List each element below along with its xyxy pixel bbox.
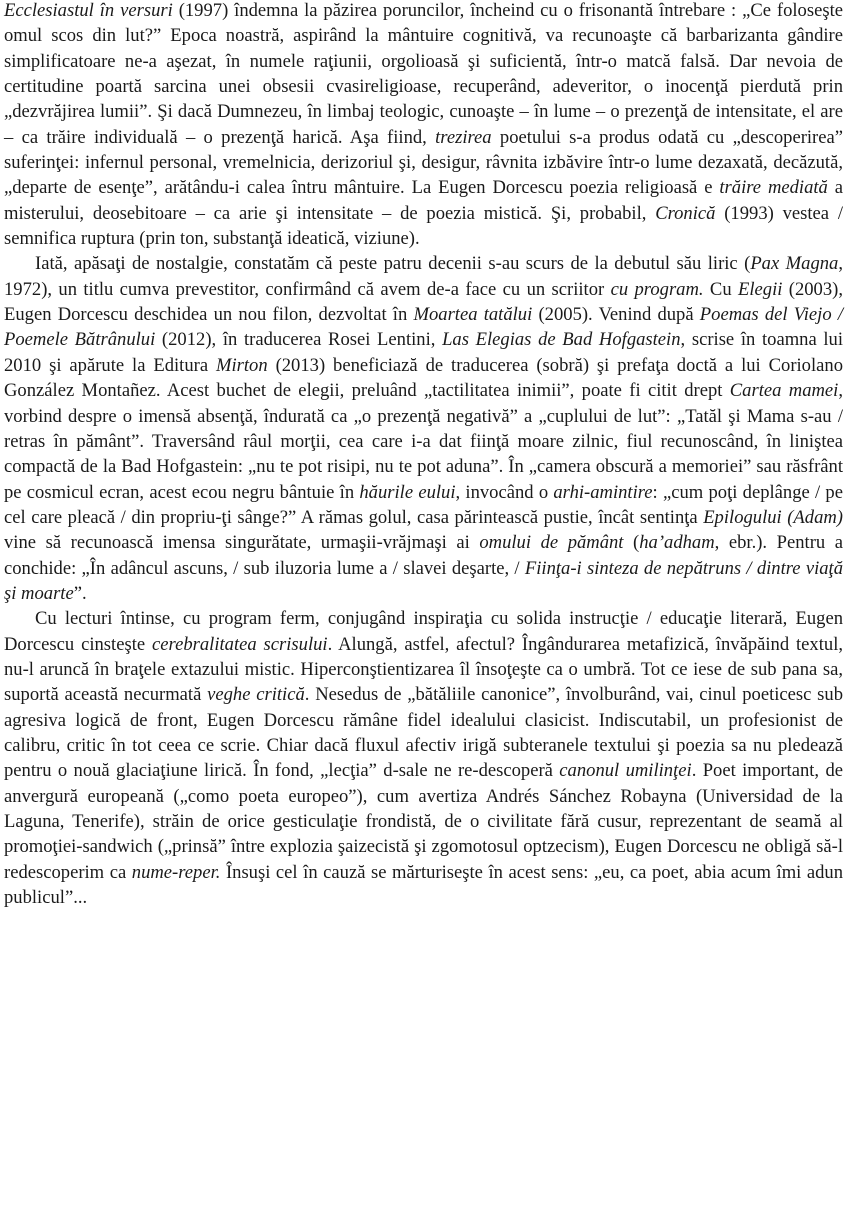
italic-run: Mirton: [216, 354, 268, 376]
italic-run: Ecclesiastul în versuri: [4, 0, 173, 21]
text-run: . Poet important, de anvergură europeană („como poeta europeo”), cum avertiza Andrés Sánchez Robayna (Universidad de la Laguna, Tenerife), străin de orice gesticulaţie frondistă, de o civilitate fără cusur, reprezentant de seamă al promoţiei-sandwich („prinsă” între explozia şaizecistă şi zgomotosul optzecism), Eugen Dorcescu ne obligă să-l redescoperim ca: [4, 760, 843, 883]
text-run: a misterului, deosebitoare – ca arie şi intensitate – de poezia mistică. Şi, probabil,: [4, 177, 844, 224]
italic-run: veghe critică: [207, 684, 305, 706]
text-run: . Alungă, astfel, afectul? Îngândurarea metafizică, învăpăind textul, nu-l aruncă în braţele extazului mistic. Hiperconştientizarea îl însoţeşte ca o umbră. Tot ce iese de sub pana sa, suportă această necurmată: [4, 633, 844, 706]
italic-run: Epilogului (Adam): [703, 506, 843, 528]
italic-run: Moartea tatălui: [413, 304, 533, 326]
italic-run: ha’adham: [639, 532, 715, 554]
italic-run: Cronică: [655, 202, 716, 224]
text-run: , invocând o: [455, 481, 554, 503]
text-run: , ebr.). Pentru a conchide: „În adâncul ascuns, / sub iluzoria lume a / slavei deşarte, /: [4, 532, 844, 579]
paragraph-3: [4, 606, 843, 910]
text-run: (1997) îndemna la păzirea poruncilor, încheind cu o frisonantă întrebare : „Ce foloseşte omul scos din lut?” Epoca noastră, aspirând la mântuire cognitivă, va recunoaşte că barbarizanta gândire simplificatoare ne-a aşezat, în numele raţiunii, orgolioasă şi suficientă, într-o matcă falsă. Dar nevoia de certitudine poartă sarcina unei obsesii cvasireligioase, recuperând, adeveritor, o inocenţă pierdută prin „dezvrăjirea lumii”. Şi dacă Dumnezeu, în limbaj teologic, cunoaşte – în lume – o prezenţă de intensitate, el are – ca trăire individuală – o prezenţă harică. Aşa fiind,: [4, 0, 843, 148]
text-run: (2012), în traducerea Rosei Lentini,: [155, 329, 443, 351]
text-run: : „cum poţi deplânge / pe cel care pleacă / din propriu-ţi sânge?” A rămas golul, casa părintească pustie, încât sentinţa: [4, 481, 843, 528]
italic-run: omului de pământ: [479, 532, 624, 554]
text-run: (1993) vestea / semnifica ruptura (prin ton, substanţă ideatică, viziune).: [4, 202, 844, 250]
text-run: ”.: [73, 582, 87, 604]
paragraph-1: [4, 0, 843, 251]
italic-run: trăire mediată: [719, 177, 828, 199]
italic-run: Cartea mamei: [729, 380, 839, 402]
text-run: , vorbind despre o imensă absenţă, îndurată ca „o prezenţă negativă” a „cuplului de lut”: „Tatăl şi Mama s-au / retras în pământ”. Traversând râul morţii, cea care i-a dat fiinţă moare zilnic, fiul recunoscând, în liniştea compactă de la Bad Hofgastein: „nu te pot risipi, nu te pot aduna”. În „camera obscură a memoriei” sau răsfrânt pe cosmicul ecran, acest ecou negru bântuie în: [4, 380, 843, 503]
italic-run: cu program.: [610, 278, 704, 300]
text-run: Însuşi cel în cauză se mărturiseşte în acest sens: „eu, ca poet, abia acum îmi adun publicul”...: [4, 861, 844, 909]
text-run: (: [623, 532, 640, 554]
italic-run: Pax Magna: [750, 253, 839, 275]
italic-run: arhi-amintire: [553, 481, 653, 503]
text-run: (2005). Venind după: [532, 304, 700, 326]
text-run: Iată, apăsaţi de nostalgie, constatăm că peste patru decenii s-au scurs de la debutul său liric (: [35, 253, 751, 275]
text-run: vine să recunoască imensa singurătate, urmaşii-vrăjmaşi ai: [4, 532, 480, 554]
text-run: poetului s-a produs odată cu „descoperirea” suferinţei: infernul personal, vremelnicia, derizoriul şi, desigur, râvnita izbăvire într-o lume dezaxată, decăzută, „departe de esenţe”, arătându-i calea întru mântuire. La Eugen Dorcescu poezia religioasă e: [4, 126, 844, 199]
text-run: , 1972), un titlu cumva prevestitor, confirmând că avem de-a face cu un scriitor: [4, 253, 844, 300]
text-run: Cu lecturi întinse, cu program ferm, conjugând inspiraţia cu solida instrucţie / educaţie literară, Eugen Dorcescu cinsteşte: [4, 608, 843, 655]
italic-run: Las Elegias de Bad Hofgastein: [442, 329, 681, 351]
text-run: (2013) beneficiază de traducerea (sobră) şi prefaţa doctă a lui Coriolano González Montañez. Acest buchet de elegii, preluând „tactilitatea inimii”, poate fi citit drept: [4, 354, 843, 402]
text-run: . Nesedus de „bătăliile canonice”, învolburând, vai, cinul poeticesc sub agresiva logică de front, Eugen Dorcescu rămâne fidel idealului clasicist. Indiscutabil, un profesionist de calibru, critic în tot ceea ce scrie. Chiar dacă fluxul afectiv irigă subteranele textului şi poezia sa nu pledează pentru o nouă glaciaţiune lirică. În fond, „lecţia” d-sale ne re-descoperă: [4, 684, 843, 782]
italic-run: cerebralitatea scrisului: [152, 633, 328, 655]
italic-run: nume-reper.: [131, 861, 221, 883]
italic-run: hăurile eului: [359, 481, 456, 503]
text-run: Cu: [703, 278, 738, 300]
italic-run: Poemas del Viejo / Poemele Bătrânului: [4, 304, 844, 351]
italic-run: trezirea: [435, 126, 492, 148]
italic-run: Fiinţa-i sinteza de nepătruns / dintre viaţă şi moarte: [4, 557, 844, 604]
italic-run: canonul umilinţei: [559, 760, 692, 782]
text-run: , scrise în toamna lui 2010 şi apărute la Editura: [4, 329, 844, 376]
paragraph-2: [4, 251, 843, 606]
text-run: (2003), Eugen Dorcescu deschidea un nou filon, dezvoltat în: [4, 278, 843, 326]
italic-run: Elegii: [738, 278, 783, 300]
